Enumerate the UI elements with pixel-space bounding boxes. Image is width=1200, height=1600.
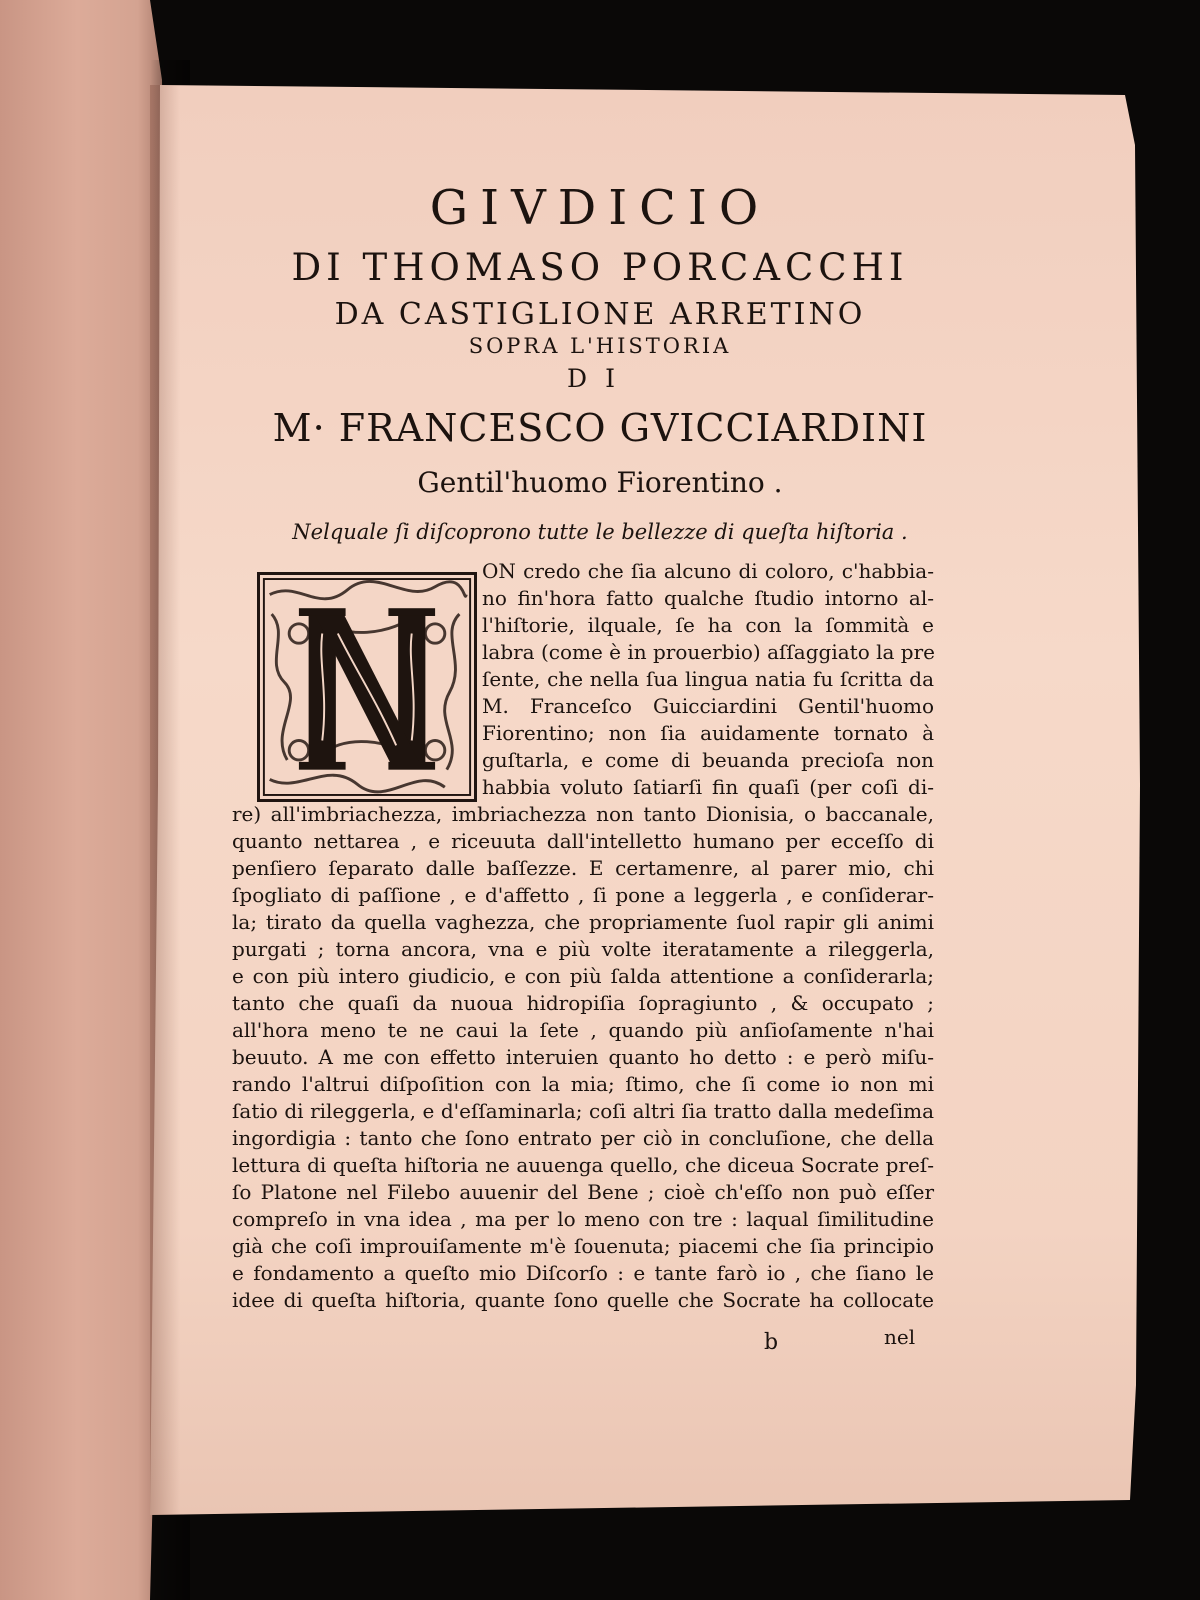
body-line: già che coſi improuiſamente m'è ſouenuta; piacemi che ſia principio xyxy=(232,1234,934,1258)
body-line: ingordigia : tanto che ſono entrato per ciò in concluſione, che della xyxy=(232,1126,934,1150)
body-line: e fondamento a queſto mio Diſcorſo : e tante farò io , che ſiano le xyxy=(232,1261,934,1285)
body-line: penſiero ſeparato dalle baſſezze. E certamenre, al parer mio, chi xyxy=(232,856,934,880)
body-line: idee di queſta hiſtoria, quante ſono quelle che Socrate ha collocate xyxy=(232,1288,934,1312)
initial-ornament-icon xyxy=(260,575,474,799)
body-line: labra (come è in prouerbio) aſſaggiato la pre xyxy=(482,640,935,664)
body-line: ſpogliato di paſſione , e d'affetto , ſi pone a leggerla , e conſiderar- xyxy=(232,883,934,907)
title-di: DI xyxy=(567,364,633,393)
body-line: no fin'hora fatto qualche ſtudio intorno al- xyxy=(482,586,934,610)
title-sopra: SOPRA L'HISTORIA xyxy=(468,334,732,358)
title-author: DI THOMASO PORCACCHI xyxy=(291,246,909,289)
signature-mark: b xyxy=(764,1330,779,1355)
body-line: rando l'altrui diſpoſition con la mia; ſtimo, che ſi come io non mi xyxy=(232,1072,934,1096)
subtitle-italic: Nelquale ſi diſcoprono tutte le bellezze di queſta hiſtoria . xyxy=(292,520,908,544)
body-line: ſente, che nella ſua lingua natia fu ſcritta da xyxy=(482,667,934,691)
body-line: ON credo che ſia alcuno di coloro, c'habbia- xyxy=(482,559,934,583)
catchword: nel xyxy=(884,1325,916,1349)
body-line: M. Franceſco Guicciardini Gentil'huomo xyxy=(482,694,934,718)
body-line: la; tirato da quella vaghezza, che propriamente ſuol rapir gli animi xyxy=(232,910,934,934)
body-line: purgati ; torna ancora, vna e più volte iteratamente a rileggerla, xyxy=(232,937,934,961)
title-giudicio: GIVDICIO xyxy=(429,180,771,236)
body-line: Fiorentino; non ſia auidamente tornato à xyxy=(482,721,934,745)
left-page-edge xyxy=(0,0,172,1600)
title-origin: DA CASTIGLIONE ARRETINO xyxy=(334,297,866,332)
body-line: habbia voluto ſatiarſi fin quaſi (per coſi di- xyxy=(482,775,934,799)
body-line: all'hora meno te ne caui la ſete , quando più anſioſamente n'hai xyxy=(232,1018,934,1042)
body-line: ſatio di rileggerla, e d'eſſaminarla; coſi altri ſia tratto dalla medeſima xyxy=(232,1099,934,1123)
body-line: ſo Platone nel Filebo auuenir del Bene ; cioè ch'eſſo non può eſſer xyxy=(232,1180,934,1204)
body-line: l'hiſtorie, ilquale, ſe ha con la ſommità e xyxy=(482,613,934,637)
body-line: guſtarla, e come di beuanda precioſa non xyxy=(482,748,934,772)
title-subject: M· FRANCESCO GVICCIARDINI xyxy=(272,406,928,450)
body-line: beuuto. A me con effetto interuien quanto ho detto : e però miſu- xyxy=(232,1045,934,1069)
body-line: compreſo in vna idea , ma per lo meno con tre : laqual ſimilitudine xyxy=(232,1207,934,1231)
body-line: lettura di queſta hiſtoria ne auuenga quello, che diceua Socrate preſ- xyxy=(232,1153,934,1177)
body-line: re) all'imbriachezza, imbriachezza non tanto Dionisia, o baccanale, xyxy=(232,802,934,826)
body-line: e con più intero giudicio, e con più ſalda attentione a conſiderarla; xyxy=(232,964,934,988)
decorated-initial-n xyxy=(257,572,477,802)
body-line: tanto che quaſi da nuoua hidropiſia ſopragiunto , & occupato ; xyxy=(232,991,934,1015)
title-gentiluomo: Gentil'huomo Fiorentino . xyxy=(417,466,783,499)
body-line: quanto nettarea , e riceuuta dall'intelletto humano per ecceſſo di xyxy=(232,829,934,853)
